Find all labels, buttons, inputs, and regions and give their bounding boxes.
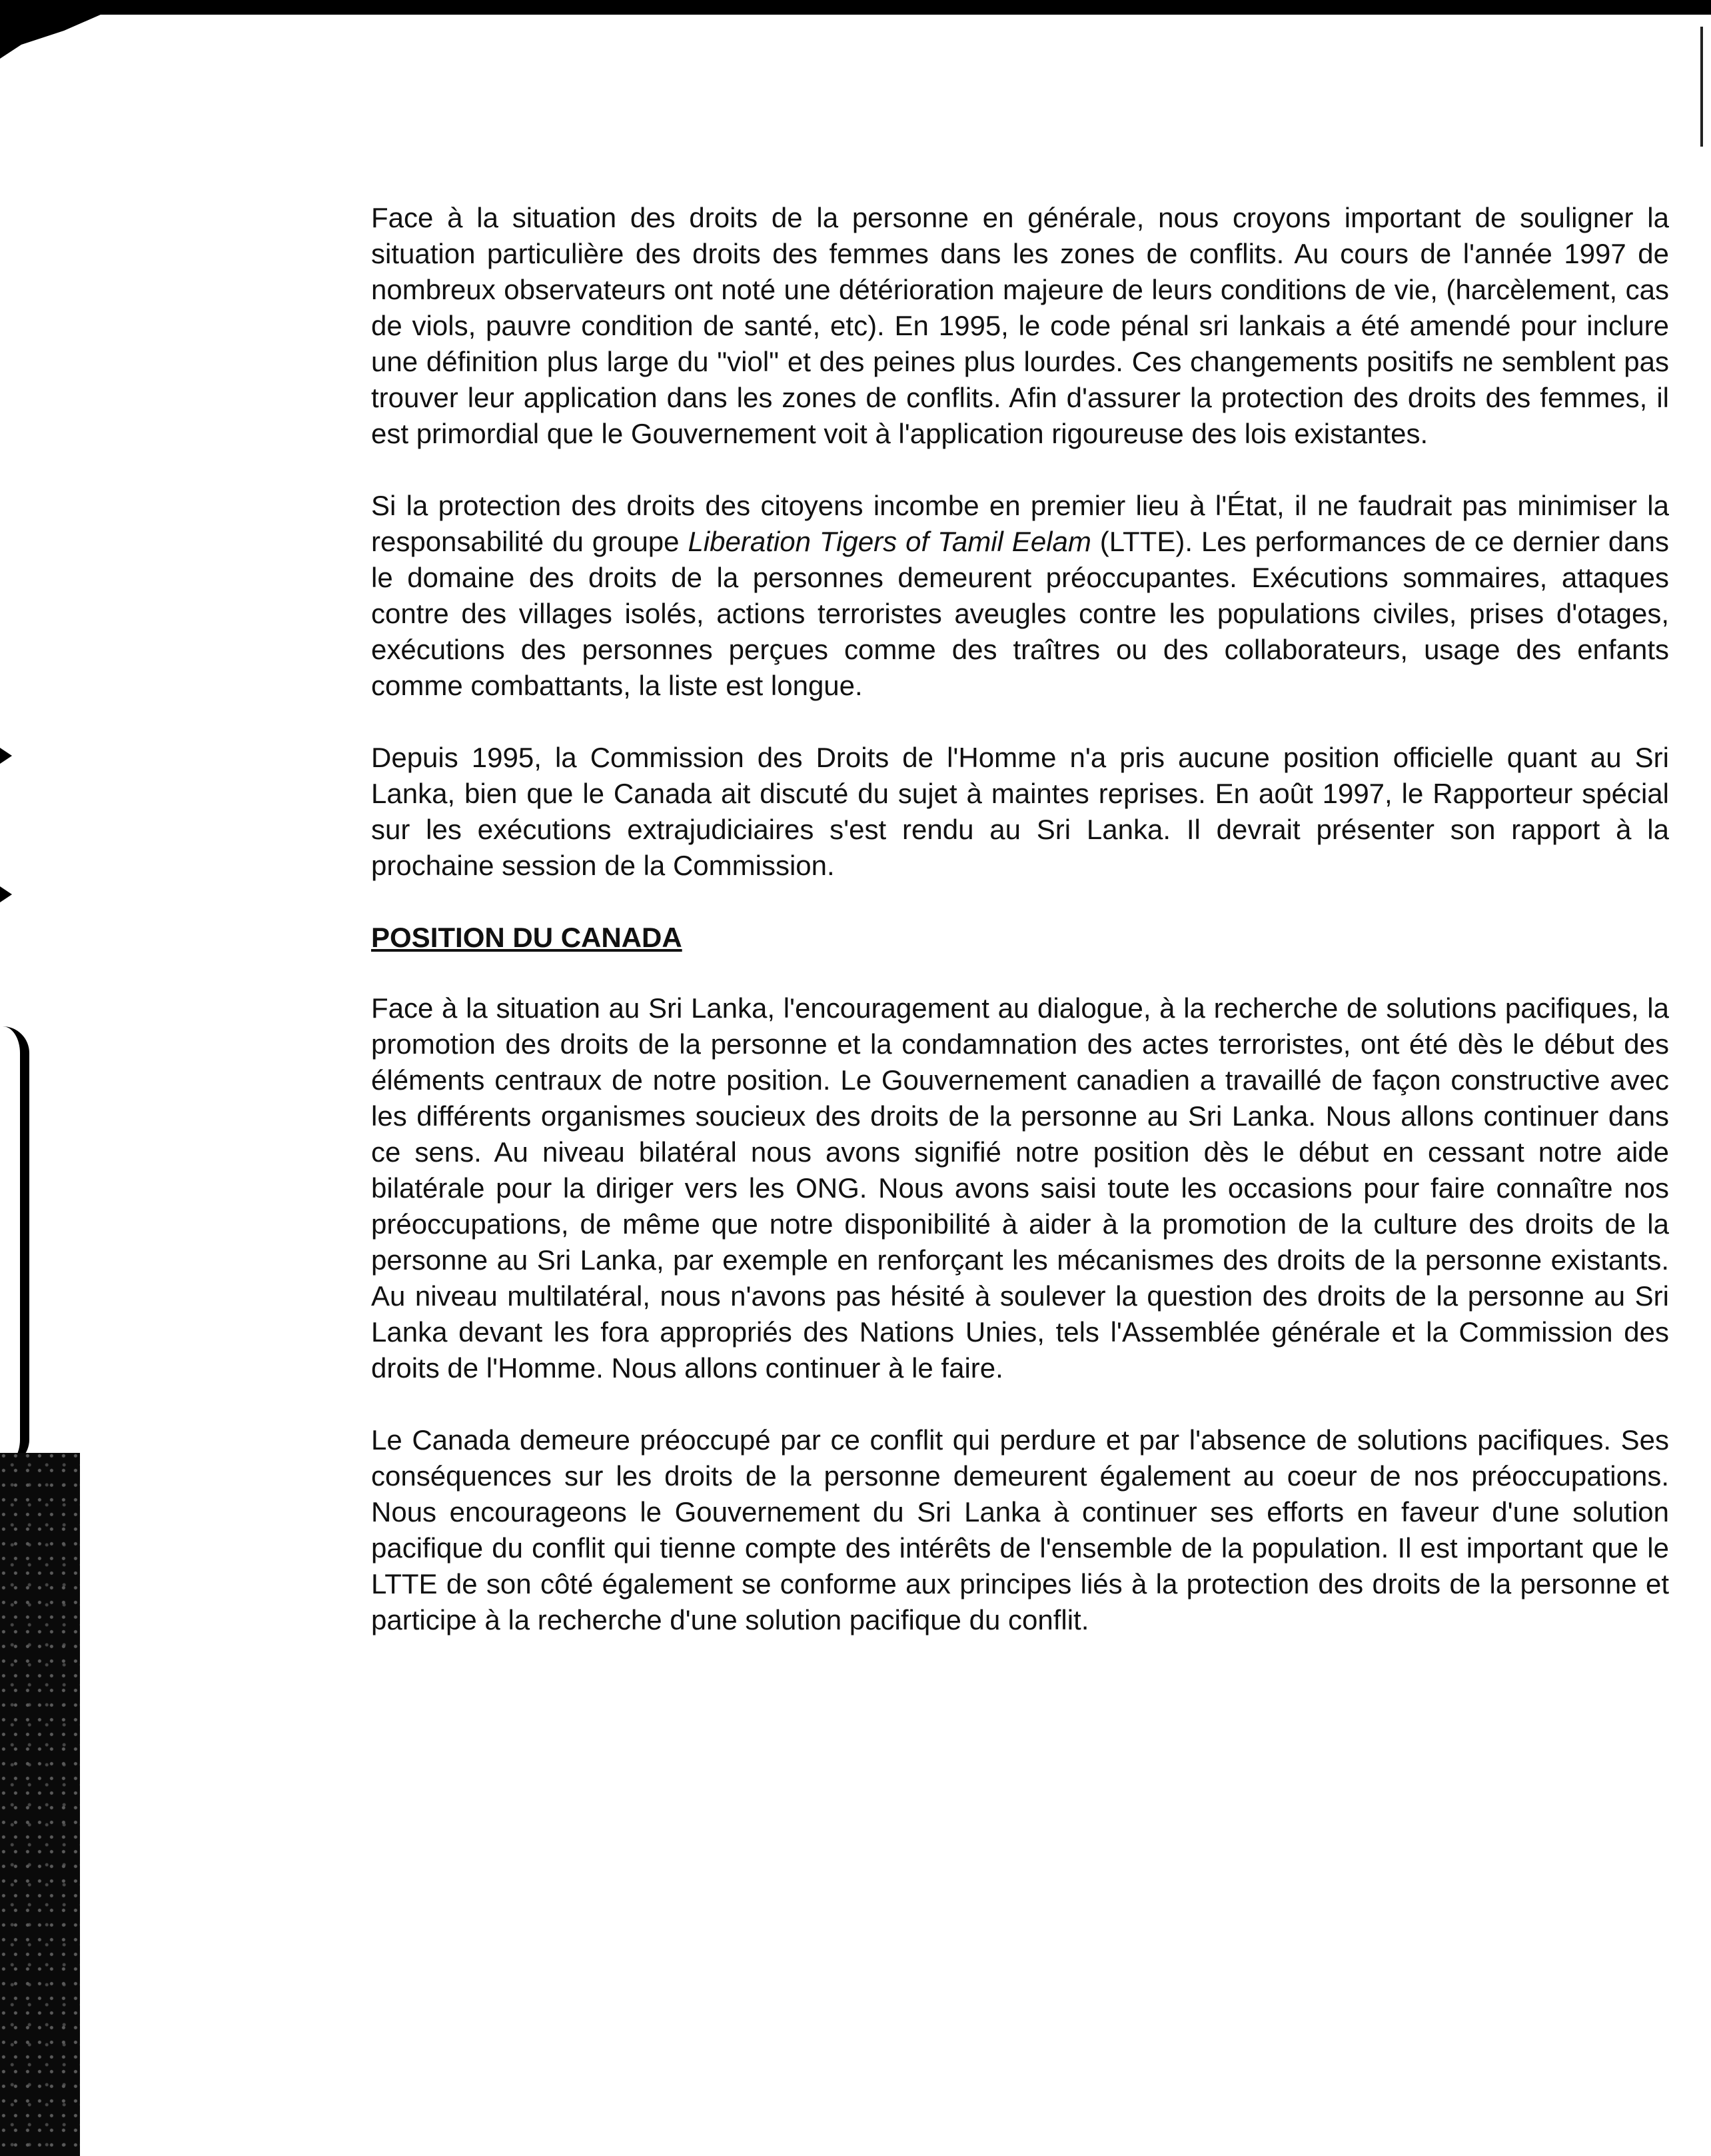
paragraph-human-rights-commission: Depuis 1995, la Commission des Droits de l'Homme n'a pris aucune position officielle quant au Sri Lanka, bien que le Canada ait discuté du sujet à maintes reprises. En août 1997, le Rapporteur spécial sur les exécutions extrajudiciaires s'est rendu au Sri Lanka. Il devrait présenter son rapport à la prochaine session de la Commission.	[371, 742, 1669, 881]
scan-edge-top	[0, 0, 1711, 15]
document-body	[371, 200, 1669, 1674]
margin-arrow-mark	[0, 748, 12, 764]
scan-edge-left-bottom	[0, 1453, 80, 2156]
paragraph-womens-rights: Face à la situation des droits de la personne en générale, nous croyons important de souligner la situation particulière des droits des femmes dans les zones de conflits. Au cours de l'année 1997 de nombreux observateurs ont noté une détérioration majeure de leurs conditions de vie, (harcèlement, cas de viols, pauvre condition de santé, etc). En 1995, le code pénal sri lankais a été amendé pour inclure une définition plus large du "viol" et des peines plus lourdes. Ces changements positifs ne semblent pas trouver leur application dans les zones de conflits. Afin d'assurer la protection des droits des femmes, il est primordial que le Gouvernement voit à l'application rigoureuse des lois existantes.	[371, 202, 1669, 449]
margin-arrow-mark	[0, 886, 12, 902]
paragraph-ltte-responsibility	[371, 488, 1669, 704]
ltte-group-name: Liberation Tigers of Tamil Eelam	[688, 526, 1091, 557]
paragraph-ltte-text-after: (LTTE). Les performances de ce dernier dans le domaine des droits de la personnes demeurent préoccupantes. Exécutions sommaires, attaques contre des villages isolés, actions terroristes aveugles contre les populations civiles, prises d'otages, exécutions des personnes perçues comme des traîtres ou des collaborateurs, usage des enfants comme combattants, la liste est longue.	[371, 526, 1669, 701]
paragraph-canada-position: Face à la situation au Sri Lanka, l'encouragement au dialogue, à la recherche de solutions pacifiques, la promotion des droits de la personne et la condamnation des actes terroristes, ont été dès le début des éléments centraux de notre position. Le Gouvernement canadien a travaillé de façon constructive avec les différents organismes soucieux des droits de la personne au Sri Lanka. Nous allons continuer dans ce sens. Au niveau bilatéral nous avons signifié notre position dès le début en cessant notre aide bilatérale pour la diriger vers les ONG. Nous avons saisi toute les occasions pour faire connaître nos préoccupations, de même que notre disponibilité à aider à la promotion de la culture des droits de la personne au Sri Lanka, par exemple en renforçant les mécanismes des droits de la personne existants. Au niveau multilatéral, nous n'avons pas hésité à soulever la question des droits de la personne au Sri Lanka devant les fora appropriés des Nations Unies, tels l'Assemblée générale et la Commission des droits de l'Homme. Nous allons continuer à le faire.	[371, 992, 1669, 1384]
scan-corner-top-left	[0, 12, 107, 59]
paragraph-canada-concern: Le Canada demeure préoccupé par ce conflit qui perdure et par l'absence de solutions pacifiques. Ses conséquences sur les droits de la personne demeurent également au coeur de nos préoccupations. Nous encourageons le Gouvernement du Sri Lanka à continuer ses efforts en faveur d'une solution pacifique du conflit qui tienne compte des intérêts de l'ensemble de la population. Il est important que le LTTE de son côté également se conforme aux principes liés à la protection des droits de la personne et participe à la recherche d'une solution pacifique du conflit.	[371, 1424, 1669, 1635]
paragraph-ltte-text-before: Si la protection des droits des citoyens incombe en premier lieu à l'État, il ne faudrait pas minimiser la responsabilité du groupe	[371, 490, 1669, 557]
scan-edge-left-curve	[0, 1026, 29, 1466]
section-heading-position: POSITION DU CANADA	[371, 922, 682, 953]
scan-edge-right	[1700, 27, 1703, 147]
